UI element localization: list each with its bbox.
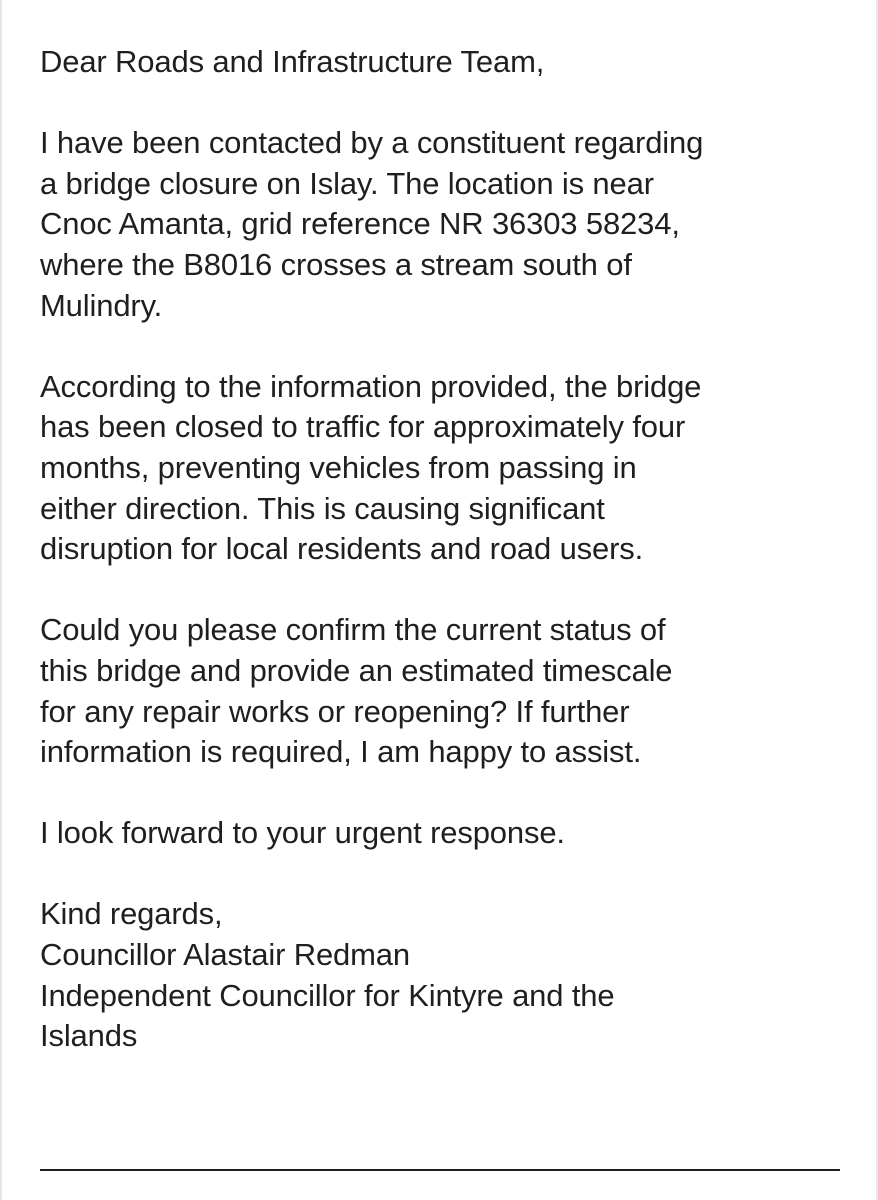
- signatory-title: Independent Councillor for Kintyre and the Islands: [40, 977, 615, 1054]
- paragraph-constituent-contact: I have been contacted by a constituent regarding a bridge closure on Islay. The location is near Cnoc Amanta, grid reference NR 36303 58234, where the B8016 crosses a stream south of Mulindry.: [40, 125, 704, 323]
- salutation: Dear Roads and Infrastructure Team,: [40, 44, 545, 79]
- paragraph-gap: [40, 326, 840, 367]
- paragraph-gap: [40, 773, 840, 814]
- signatory-name: Councillor Alastair Redman: [40, 937, 410, 973]
- bottom-divider: [40, 1169, 840, 1171]
- paragraph-gap: [40, 854, 840, 895]
- left-border: [0, 0, 2, 1200]
- letter-body: [40, 42, 840, 1057]
- paragraph-gap: [40, 570, 840, 611]
- paragraph-request: Could you please confirm the current status of this bridge and provide an estimated timescale for any repair works or reopening? If further information is required, I am happy to assist.: [40, 612, 673, 770]
- closing-line: I look forward to your urgent response.: [40, 815, 565, 851]
- sign-off: Kind regards,: [40, 896, 223, 932]
- paragraph-closure-details: According to the information provided, the bridge has been closed to traffic for approximately four months, preventing vehicles from passing in either direction. This is causing significant disruption for local residents and road users.: [40, 368, 702, 567]
- paragraph-gap: [40, 83, 840, 124]
